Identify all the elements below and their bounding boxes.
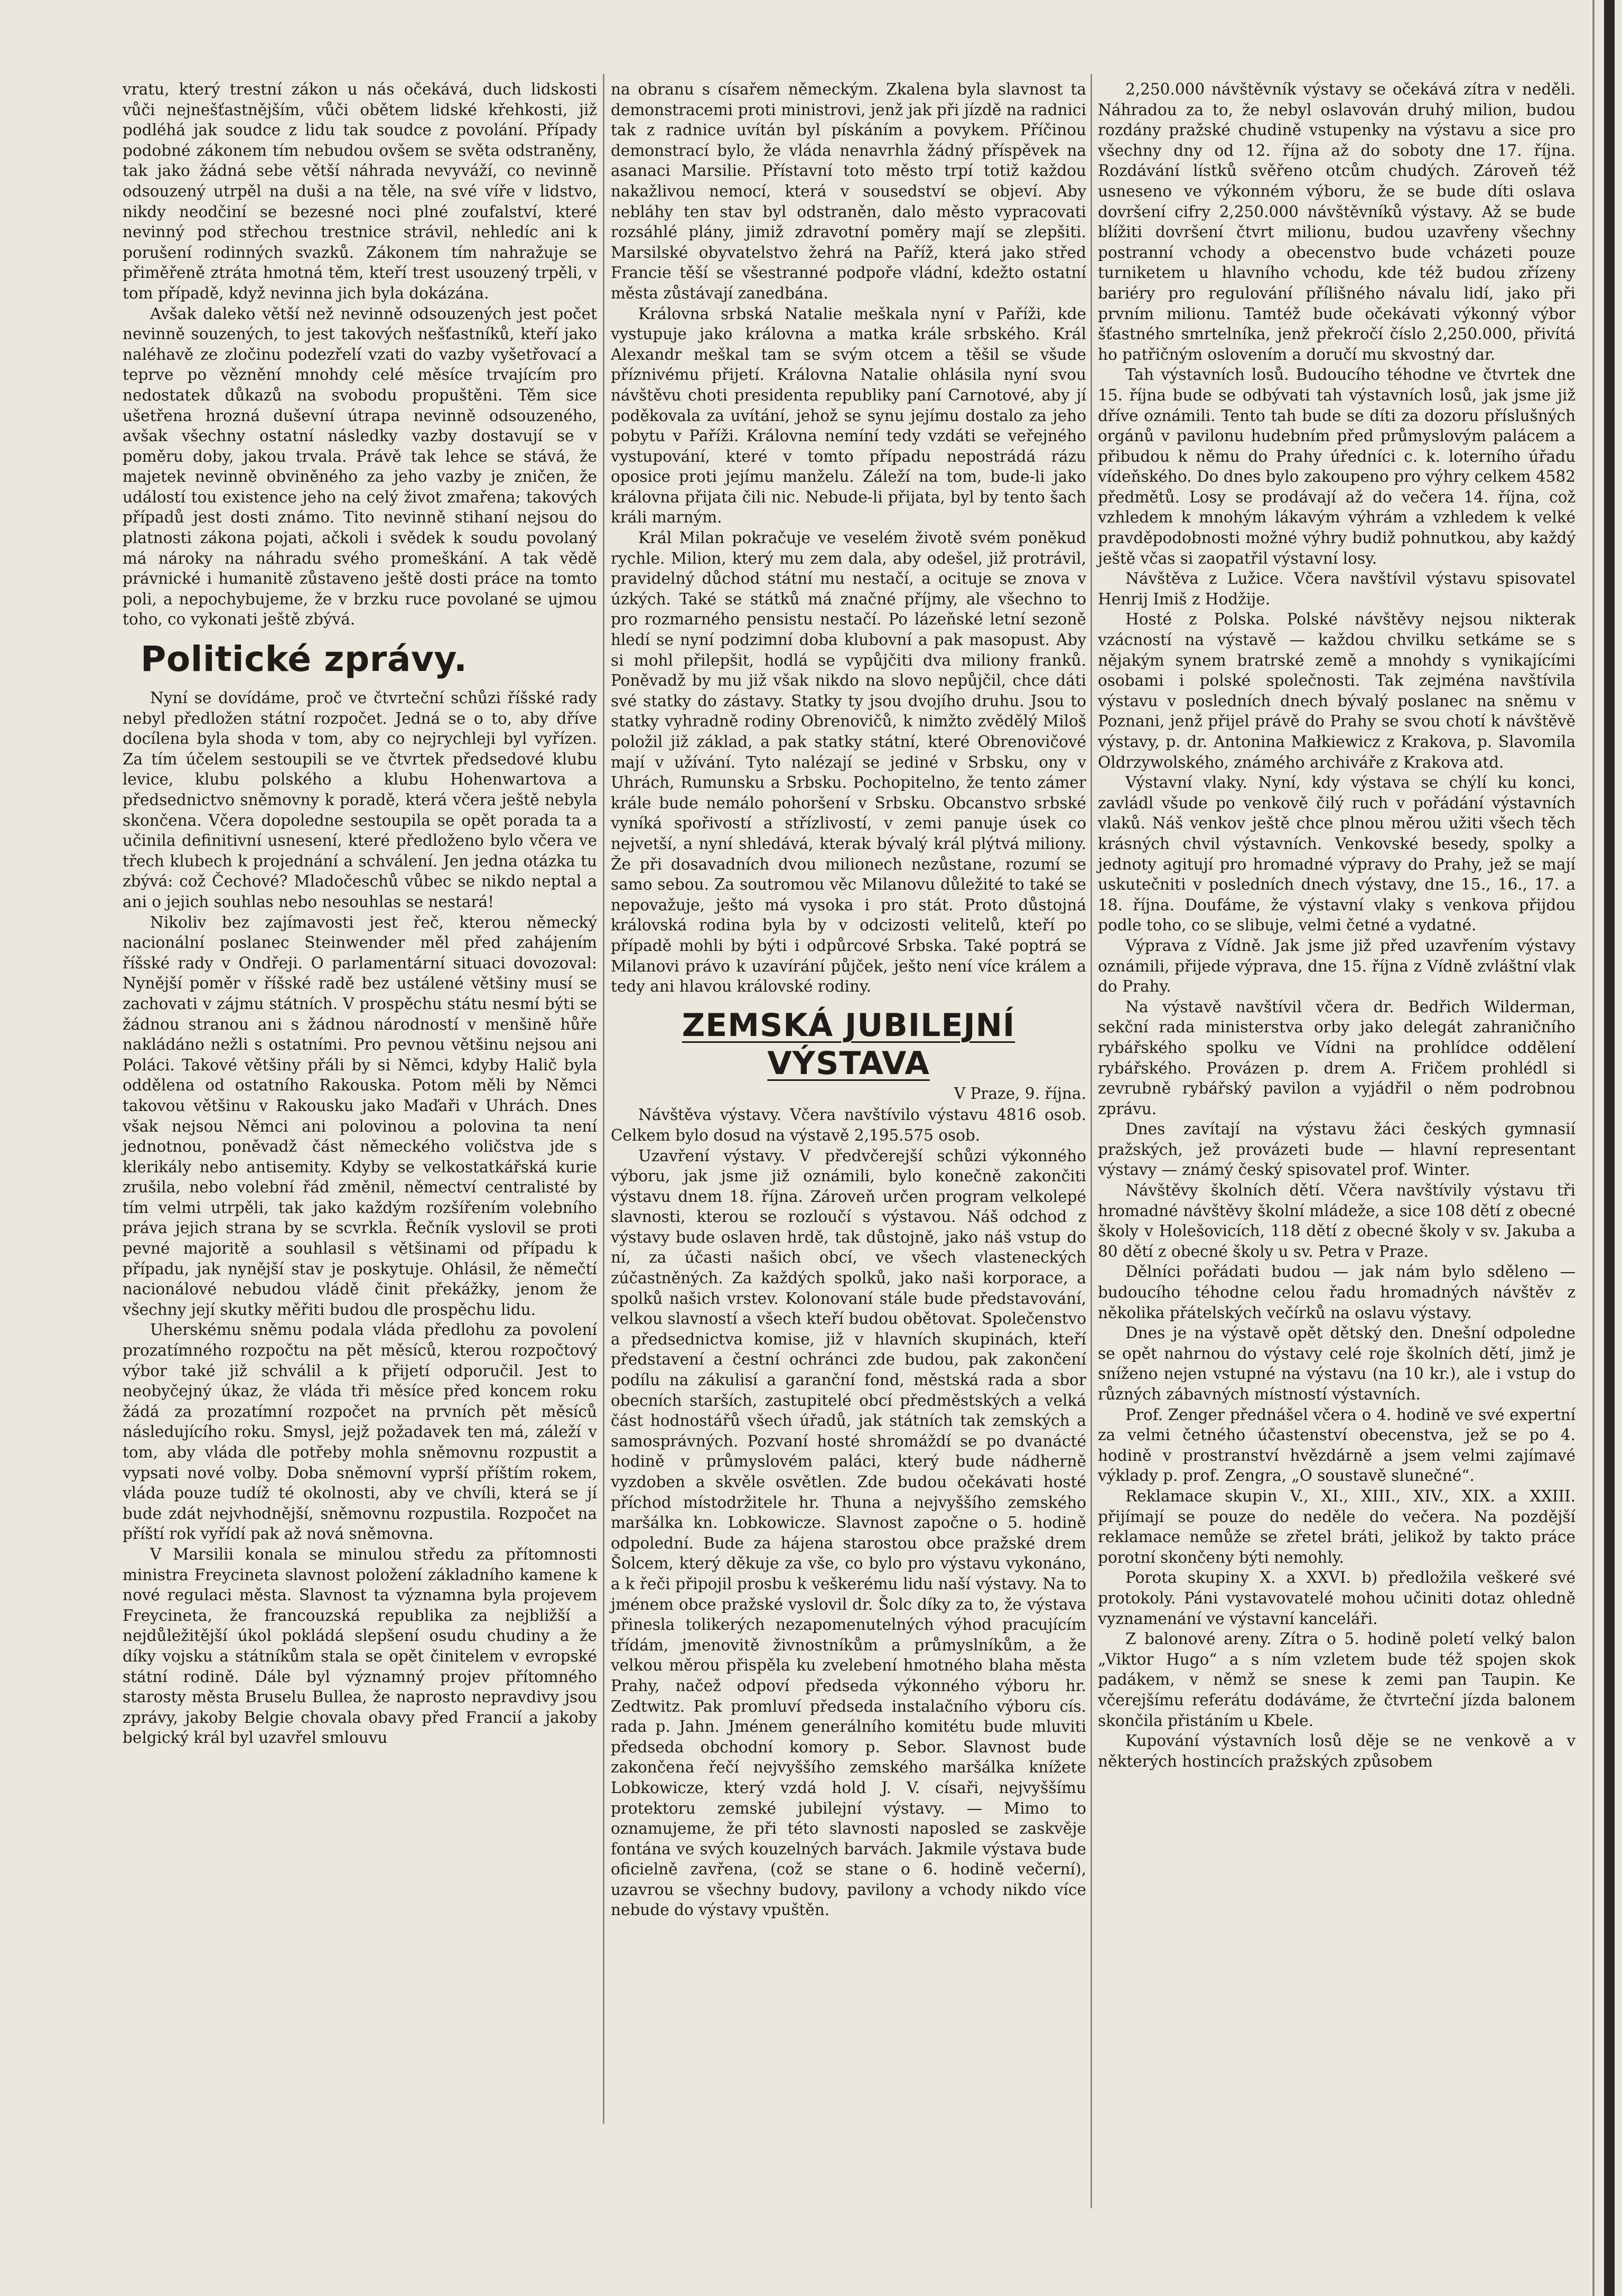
article-paragraph: Výstavní vlaky. Nyní, kdy výstava se chýlí ku konci, zavládl všude po venkově čilý ruch v pořádání výstavních vlaků. Náš venkov ještě chce plnou měrou užiti všech těch krásných chvil výstavních. Venkovské besedy, spolky a jednoty agitují pro hromadné výpravy do Prahy, jež se mají uskutečniti v posledních dnech výstavy, dne 15., 16., 17. a 18. října. Doufáme, že výstavní vlaky s venkova přijdou podle toho, co se slibuje, velmi četné a vydatné. <box>1098 773 1576 935</box>
article-paragraph: Nyní se dovídáme, proč ve čtvrteční schůzi říšské rady nebyl předložen státní rozpočet. Jedná se o to, aby dříve docílena byla shoda v tom, aby co nejrychleji byl vyřízen. Za tím účelem sestoupili se ve čtvrtek předsedové klubu levice, klubu polského a klubu Hohenwartova a předsednictvo sněmovny k poradě, která včera ještě nebyla skončena. Včera dopoledne sestoupila se opět porada ta a učinila definitivní usnesení, které předloženo bylo včera ve třech klubech k projednání a schválení. Jen jedna otázka tu zbývá: což Čechové? Mladočeschů vůbec se nikdo neptal a ani o jejich souhlas nebo nesouhlas se nestará! <box>123 689 597 911</box>
article-paragraph: Královna srbská Natalie meškala nyní v Paříži, kde vystupuje jako královna a matka krále srbského. Král Alexandr meškal tam se svým otcem a těšil se všude příznivému přijetí. Královna Natalie ohlásila nyní svou návštěvu choti presidenta republiky paní Carnotové, aby jí poděkovala za uvítání, jehož se synu jejímu dostalo za jeho pobytu v Paříži. Královna nemíní tedy vzdáti se veřejného vystupování, které v tomto případu nepostrádá rázu oposice proti jejímu manželu. Záleží na tom, bude-li jako královna přijata čili nic. Nebude-li přijata, byl by tento šach králi marným. <box>611 304 1086 527</box>
article-paragraph: vratu, který trestní zákon u nás očekává, duch lidskosti vůči nejnešťastnějším, vůči obětem lidské křehkosti, již podléhá jak soudce z lidu tak soudce z povolání. Případy podobné zákonem tím nebudou ovšem se světa odstraněny, tak jako žádná sebe větší náhrada nevyváží, co nevinně odsouzený utrpěl na duši a na těle, na své víře v lidstvo, nikdy neodčiní se bezesné noci plné zoufalství, které nevinný pod střechou trestnice strávil, nehledíc ani k porušení rodinných svazků. Zákonem tím nahražuje se přiměřeně ztráta hmotná těm, kteří trest usouzený trpěli, v tom případě, když nevinna jich byla dokázána. <box>123 80 597 302</box>
article-paragraph: na obranu s císařem německým. Zkalena byla slavnost ta demonstracemi proti ministrovi, jenž jak při jízdě na radnici tak z radnice uvítán byl pískáním a povykem. Příčinou demonstrací bylo, že vláda nenavrhla žádný příspěvek na asanaci Marsilie. Přístavní toto město trpí totiž každou nakažlivou nemocí, která v sousedství se objeví. Aby nebláhy ten stav byl odstraněn, dalo město vypracovati rozsáhlé plány, jimiž zdravotní poměry mají se zlepšiti. Marsilské obyvatelstvo žehrá na Paříž, která jako střed Francie těší se všestranné podpoře vládní, kdežto ostatní města zůstávají zanedbána. <box>611 80 1086 302</box>
article-paragraph: Výprava z Vídně. Jak jsme již před uzavřením výstavy oznámili, přijede výprava, dne 15. října z Vídně zvláštní vlak do Prahy. <box>1098 936 1576 996</box>
article-paragraph: Hosté z Polska. Polské návštěvy nejsou nikterak vzácností na výstavě — každou chvilku setkáme se s nějakým synem bratrské země a mnohdy s vynikajícími osobami i polské společnosti. Tak zejména navštívila výstavu v posledních dnech bývalý poslanec na sněmu v Poznani, jenž přijel právě do Prahy se svou chotí k návštěvě výstavy, p. dr. Antonina Małkiewicz z Krakova, p. Slavomila Oldrzywolského, známého archiváře z Krakova atd. <box>1098 610 1576 771</box>
article-paragraph: Uzavření výstavy. V předvčerejší schůzi výkonného výboru, jak jsme již oznámili, bylo konečně zakončiti výstavu dnem 18. října. Zároveň určen program velkolepé slavnosti, kterou se rozloučí s výstavou. Náš odchod z výstavy bude oslaven hrdě, tak důstojně, jako náš vstup do ní, za účasti našich obcí, ve všech vlasteneckých zúčastněných. Za každých spolků, jako naši korporace, a spolků našich vrstev. Kolonovaní stále bude představování, velkou slavností a všech kteří budou obětovat. Společenstvo a předsednictva komise, již v hlavních skupinách, kteří představení a čestní ochránci zde budou, pak zakončení podílu na zákulisí a garanční fond, městská rada a sbor obecních starších, zastupitelé obcí předměstských a velká část hodnostářů všech úřadů, jak státních tak zemských a samosprávných. Pozvaní hosté shromáždí se po dvanácté hodině v průmyslovém paláci, který bude nádherně vyzdoben a skvěle osvětlen. Zde budou očekávati hosté příchod místodržitele hr. Thuna a nejvyššího zemského maršálka kn. Lobkowicze. Slavnost započne o 5. hodině odpolední. Bude za hájena starostou obce pražské drem Šolcem, který děkuje za vše, co bylo pro výstavu vykonáno, a k řeči připojil prosbu k veškerému lidu naší výstavy. Na to jménem obce pražské vyslovil dr. Šolc díky za to, že výstava přinesla tolikerých nezapomenutelných výhod pracujícím třídám, jmenovitě živnostníkům a průmyslníkům, a že velkou měrou přispěla ku zvelebení hmotného blaha města Prahy, načež odpoví předseda výkonného výboru hr. Zedtwitz. Pak promluví předseda instalačního výboru cís. rada p. Jahn. Jménem generálního komitétu bude mluviti předseda obchodní komory p. Sebor. Slavnost bude zakončena řečí nejvyššího zemského maršálka knížete Lobkowicze, který vzdá hold J. V. císaři, nejvyššímu protektoru zemské jubilejní výstavy. — Mimo to oznamujeme, že při této slavnosti naposled se zaskvěje fontána ve svých kouzelných barvách. Jakmile výstava bude oficielně zavřena, (což se stane o 6. hodině večerní), uzavrou se všechny budovy, pavilony a vchody nikdo více nebude do výstavy vpuštěn. <box>611 1146 1086 1919</box>
article-paragraph: Tah výstavních losů. Budoucího téhodne ve čtvrtek dne 15. října bude se odbývati tah výstavních losů, jak jsme již dříve oznámili. Tento tah bude se díti za dozoru příslušných orgánů v pavilonu hudebním před průmyslovým palácem a přibudou k němu do Prahy úředníci c. k. loterního úřadu vídeňského. Do dnes bylo zakoupeno pro výhry celkem 4582 předmětů. Losy se prodávají až do večera 14. října, což vzhledem k mnohým lákavým výhrám a vzhledem k velké pravděpodobnosti možné výhry budiž pohnutkou, aby každý ještě včas si zaopatřil výstavní losy. <box>1098 366 1576 567</box>
article-paragraph: Prof. Zenger přednášel včera o 4. hodině ve své expertní za velmi četného účastenství obecenstva, jež se po 4. hodině v prostranství hvězdárně a jsem velmi zajímavé výklady p. prof. Zengra, „O soustavě slunečné“. <box>1098 1405 1576 1485</box>
article-paragraph: V Marsilii konala se minulou středu za přítomnosti ministra Freycineta slavnost položení základního kamene k nové regulaci města. Slavnost ta významna byla projevem Freycineta, že francouzská republika za nejbližší a nejdůležitější úkol pokládá slepšení osudu chudiny a že díky vojsku a státníkům stala se opět činitelem v evropské státní rodině. Dále byl významný projev přítomného starosty města Bruselu Bullea, že naprosto nepravdivy jsou zprávy, jakoby Belgie chovala obavy před Francií a jakoby belgický král byl uzavřel smlouvu <box>123 1545 597 1747</box>
article-paragraph: Avšak daleko větší než nevinně odsouzených jest počet nevinně souzených, to jest takových nešťastníků, kteří jako naléhavě ze zločinu podezřelí vzati do vazby vyšetřovací a teprve po věznění mnohdy celé měsíce trvajícím pro nedostatek důkazů na svobodu propuštěni. Těm sice ušetřena hrozná duševní útrapa nevinně odsouzeného, avšak všechny ostatní následky vazby dostavují se v poměru doby, jakou trvala. Právě tak lehce se stává, že majetek nevinně obviněného za jeho vazby je zničen, že událostí tou existence jeho na celý život zmařena; takových případů jest dosti známo. Tito nevinně stihaní nejsou do platnosti zákona pojati, ačkoli i svědek k soudu povolaný má nároky na náhradu svého promeškání. A tak vědě právnické i humanitě zůstaveno ještě dosti práce na tomto poli, a nepochybujeme, že v brzku ruce povolané se ujmou toho, co vykonati ještě zbývá. <box>123 304 597 629</box>
section-heading-political-news: Politické zprávy. <box>141 639 468 680</box>
page-edge-line <box>1592 0 1595 2296</box>
column-middle <box>611 79 1086 1920</box>
article-paragraph: Porota skupiny X. a XXVI. b) předložila veškeré své protokoly. Páni vystavovatelé mohou učiniti dotaz ohledně vyznamenání ve výstavní kanceláři. <box>1098 1569 1576 1628</box>
article-paragraph: Kupování výstavních losů děje se ne venkově a v některých hostincích pražských způsobem <box>1098 1732 1576 1770</box>
page-edge-dark <box>1604 0 1615 2296</box>
article-paragraph: Návštěva z Lužice. Včera navštívil výstavu spisovatel Henrij Imiš z Hodžije. <box>1098 570 1576 608</box>
article-paragraph: Z balonové areny. Zítra o 5. hodině poletí velký balon „Viktor Hugo“ a s ním vzletem bude též spojen skok padákem, v němž se snese k zemi pan Taupin. Ke včerejšímu referátu dodáváme, že čtvrteční jízda balonem skončila přistáním u Kbele. <box>1098 1630 1576 1730</box>
article-paragraph: Dnes zavítají na výstavu žáci českých gymnasií pražských, jež provázeti bude — hlavní representant výstavy — známý český spisovatel prof. Winter. <box>1098 1120 1576 1179</box>
article-paragraph: 2,250.000 návštěvník výstavy se očekává zítra v neděli. Náhradou za to, že nebyl oslavován druhý milion, budou rozdány pražské chudině vstupenky na výstavu a sice pro všechny dny od 12. října až do soboty dne 17. října. Rozdávání lístků svěřeno otcům chudých. Zároveň též usneseno ve výkonném výboru, že se bude díti oslava dovršení cifry 2,250.000 návštěvníků výstavy. Až se bude blížiti dovršení čtvrt milionu, budou uzavřeny všechny postranní vchody a obecenstvo bude vcházeti pouze turniketem u hlavního vchodu, kde též budou zřízeny bariéry pro regulování přílišného návalu lidí, jako při prvním milionu. Tamtéž bude očekávati výkonný výbor šťastného smrtelníka, jenž překročí číslo 2,250.000, přivítá ho patřičným oslovením a doručí mu skvostný dar. <box>1098 80 1576 363</box>
column-right <box>1098 79 1576 1771</box>
article-paragraph: Návštěvy školních dětí. Včera navštívily výstavu tři hromadné návštěvy školní mládeže, a sice 108 dětí z obecné školy v Holešovicích, 118 dětí z obecné školy v sv. Jakuba a 80 dětí z obecné školy u sv. Petra v Praze. <box>1098 1181 1576 1261</box>
article-paragraph: Reklamace skupin V., XI., XIII., XIV., XIX. a XXIII. přijímají se pouze do neděle do večera. Na pozdější reklamace nemůže se zřetel bráti, jelikož by takto práce porotní skončeny býti nemohly. <box>1098 1487 1576 1566</box>
article-paragraph: Dělníci pořádati budou — jak nám bylo sděleno — budoucího téhodne celou řadu hromadných návštěv z několika přátelských večírků na oslavu výstavy. <box>1098 1263 1576 1322</box>
column-divider <box>1090 74 1092 2208</box>
article-paragraph: Dnes je na výstavě opět dětský den. Dnešní odpoledne se opět nahrnou do výstavy celé roje školních dětí, jimž je sníženo nejen vstupné na výstavu (na 10 kr.), ale i vstup do různých zábavných místností výstavních. <box>1098 1324 1576 1403</box>
section-heading-exhibition: ZEMSKÁ JUBILEJNÍ VÝSTAVA <box>682 1006 1015 1082</box>
article-paragraph: Na výstavě navštívil včera dr. Bedřich Wilderman, sekční rada ministerstva orby jako delegát zahraničního rybářského spolku ve Vídni na prohlídce oddělení rybářského. Provázen p. drem A. Fričem prohlédl si zevrubně rybářský pavilon a vyjádřil o něm podrobnou zprávu. <box>1098 997 1576 1118</box>
article-paragraph: Uherskému sněmu podala vláda předlohu za povolení prozatímného rozpočtu na pět měsíců, kterou rozpočtový výbor také již schválil a k přijetí odporučil. Jest to neobyčejný úkaz, že vláda tři měsíce před koncem roku žádá za prozatímní rozpočet na prvních pět měsíců následujícího roku. Smysl, jejž požadavek ten má, záleží v tom, aby vláda dle potřeby mohla sněmovnu rozpustit a vypsati nové volby. Doba sněmovní vyprší příštím rokem, vláda pouze tudíž té okolnosti, aby ve chvíli, která se jí bude zdát nejvhodnější, sněmovnu rozpustila. Rozpočet na příští rok vyřídí pak až nová sněmovna. <box>123 1321 597 1543</box>
column-divider <box>603 74 604 2124</box>
dateline: V Praze, 9. října. <box>954 1084 1086 1103</box>
column-left <box>123 79 597 1748</box>
article-paragraph: Král Milan pokračuje ve veselém životě svém poněkud rychle. Milion, který mu zem dala, aby odešel, již protrávil, pravidelný důchod státní mu nestačí, a ocituje se znova v úzkých. Také se státků má značné příjmy, ale všechno to pro rozmarného pensistu nestačí. Po lázeňské letní sezoně hledí se nyní podzimní doba klubovní a pak masopust. Aby si mohl přilepšit, hodlá se vypůjčiti dva miliony franků. Poněvadž by mu již však nikdo na slovo nepůjčil, chce dáti své statky do zástavy. Statky ty jsou dvojího druhu. Jsou to statky vyhradně rodiny Obrenovičů, k nimžto zvědělý Miloš položil již základ, a pak statky státní, které Obrenovičové mají v užívání. Tyto nalézají se jediné v Srbsku, ony v Uhrách, Rumunsku a Srbsku. Pochopitelno, že tento zámer krále bude nemálo pohoršení v Srbsku. Obcanstvo srbské vyníká spořivostí a střízlivostí, v zemi panuje úsek co nejvetší, a nyní shledává, kterak bývalý král plýtvá miliony. Že při dosavadních dvou milionech nezůstane, rozumí se samo sebou. Za soutromou věc Milanovu důležité to také se nepovažuje, ješto má vysoka i pro stát. Proto důstojná královská rodina byla by v odcizosti velitelů, kteří po případě mohli by býti i odpůrcové Srbska. Také poptrá se Milanovi právo k uzavírání půjček, ješto není více králem a tedy ani hlavou královské rodiny. <box>611 529 1086 996</box>
article-paragraph: Nikoliv bez zajímavosti jest řeč, kterou německý nacionální poslanec Steinwender měl před zahájením říšské rady v Ondřeji. O parlamentární situaci dovozoval: Nynější poměr v říšské radě bez ustálené většiny musí se zachovati v zájmu státních. V prospěchu státu nesmí býti se žádnou stranou ani s žádnou národností v menšině hůře nakládáno nežli s ostatními. Pro pevnou většinu nejsou ani Poláci. Takové většiny přáli by si Němci, kdyby Halič byla oddělena od ostatního Rakouska. Potom měli by Němci takovou většinu v Rakousku jako Maďaři v Uhrách. Dnes však nejsou Němci ani polovinou a polovina ta není jednotnou, poněvadž část německého voličstva jde s klerikály nebo antisemity. Kdyby se velkostatkářská kurie zrušila, nebo volební řád změnil, němectví centralisté by tím velmi utrpěli, tak jako každým rozšířením volebního práva jejich strana by se scvrkla. Řečník vyslovil se proti pevné majoritě a souhlasil s většinami od případu k případu, jak nynější stav je poskytuje. Ohlásil, že němečtí nacionálové nebudou vládě činit překážky, jenom že všechny její skutky měřiti budou dle prospěchu lidu. <box>123 913 597 1319</box>
article-paragraph: Návštěva výstavy. Včera navštívilo výstavu 4816 osob. Celkem bylo dosud na výstavě 2,195.575 osob. <box>611 1106 1086 1144</box>
